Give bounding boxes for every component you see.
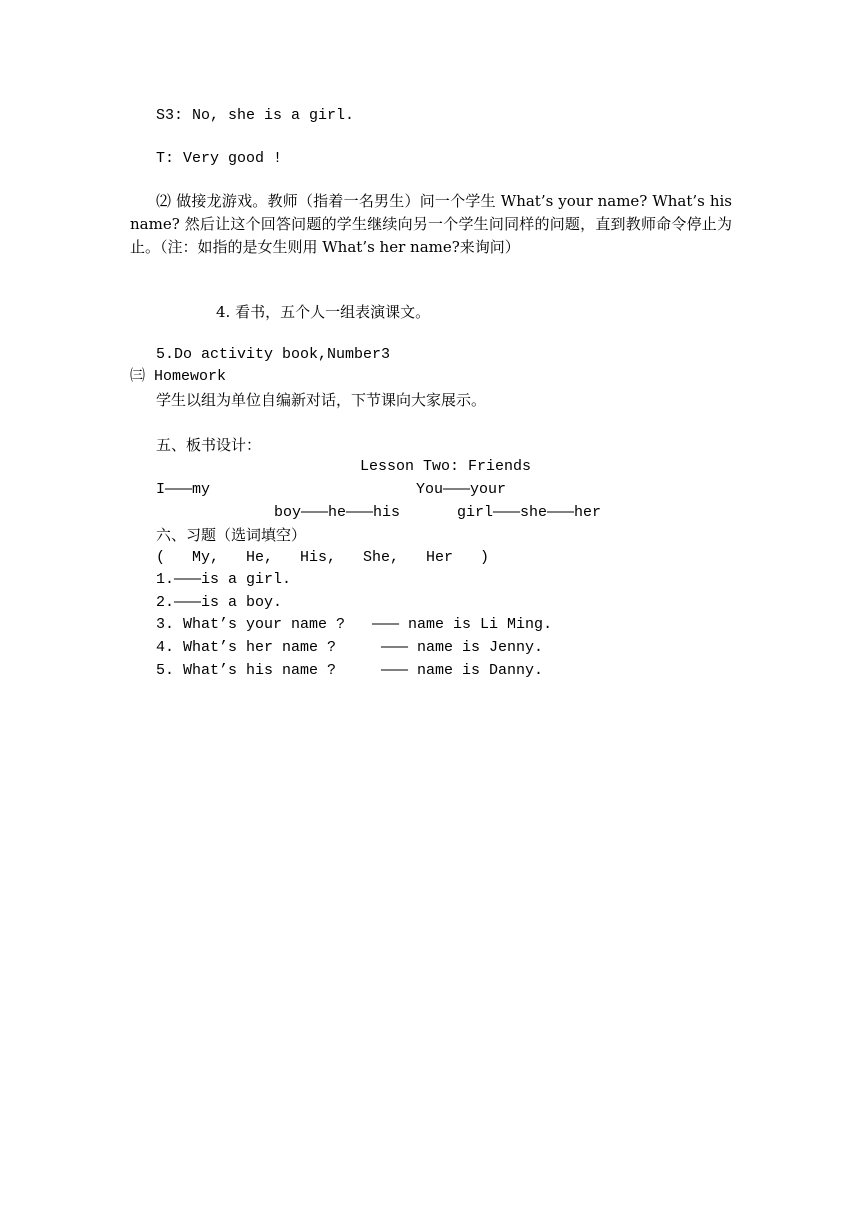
exercise-item: 2.———is a boy. xyxy=(156,594,283,611)
homework-text: 学生以组为单位自编新对话，下节课向大家展示。 xyxy=(156,391,487,409)
board-design-heading: 五、板书设计： xyxy=(156,436,262,454)
step-4-line: 4. 看书，五个人一组表演课文。 xyxy=(216,303,431,321)
step-2-paragraph: ⑵ 做接龙游戏。教师（指着一名男生）问一个学生 What’s your name? What’s his name? 然后让这个回答问题的学生继续向另一个学生问同样的问题，直到教师命令停止为止。（注：如指的是女生则用 What’s her name?来询问） xyxy=(130,192,732,256)
step-5-line: 5.Do activity book,Number3 xyxy=(156,346,391,363)
board-title: Lesson Two: Friends xyxy=(360,458,532,475)
board-pair-you-your: You———your xyxy=(416,481,507,498)
exercise-heading: 六、习题（选词填空） xyxy=(156,526,307,544)
homework-heading: ㈢ Homework xyxy=(130,368,227,385)
board-pair-i-my: I———my xyxy=(156,481,211,498)
exercise-item: 1.———is a girl. xyxy=(156,571,292,588)
dialogue-line-s3: S3: No, she is a girl. xyxy=(156,107,355,124)
exercise-word-options: ( My, He, His, She, Her ) xyxy=(156,549,490,566)
exercise-item: 5. What’s his name ? ——— name is Danny. xyxy=(156,662,544,679)
exercise-item: 3. What’s your name ? ——— name is Li Ming. xyxy=(156,616,553,633)
board-row-girl: girl———she———her xyxy=(457,504,602,521)
exercise-item: 4. What’s her name ? ——— name is Jenny. xyxy=(156,639,544,656)
dialogue-line-teacher: T: Very good ! xyxy=(156,150,283,167)
board-row-boy: boy———he———his xyxy=(274,504,401,521)
